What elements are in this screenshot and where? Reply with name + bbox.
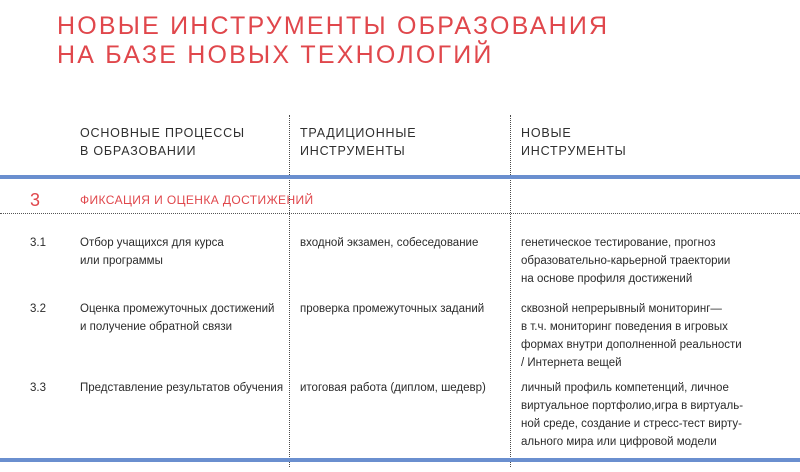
column-header-line: В ОБРАЗОВАНИИ bbox=[80, 144, 197, 158]
process-line: или программы bbox=[80, 255, 163, 267]
column-header-line: ОСНОВНЫЕ ПРОЦЕССЫ bbox=[80, 126, 245, 140]
process-line: и получение обратной связи bbox=[80, 321, 233, 333]
section-title: ФИКСАЦИЯ И ОЦЕНКА ДОСТИЖЕНИЙ bbox=[80, 193, 314, 207]
process-line: Отбор учащихся для курса bbox=[80, 237, 224, 249]
row-traditional bbox=[300, 234, 478, 252]
process-line: Оценка промежуточных достижений bbox=[80, 303, 275, 315]
new-line: образовательно-карьерной траектории bbox=[521, 255, 731, 267]
row-new bbox=[521, 379, 743, 451]
column-header-line: ИНСТРУМЕНТЫ bbox=[300, 144, 406, 158]
row-new bbox=[521, 234, 730, 288]
traditional-line: проверка промежуточных заданий bbox=[300, 303, 485, 315]
new-line: генетическое тестирование, прогноз bbox=[521, 237, 716, 249]
column-header-traditional bbox=[300, 124, 416, 160]
traditional-line: итоговая работа (диплом, шедевр) bbox=[300, 382, 486, 394]
page-title-line-2: НА БАЗЕ НОВЫХ ТЕХНОЛОГИЙ bbox=[57, 41, 494, 69]
page-title bbox=[57, 12, 609, 70]
column-divider bbox=[289, 115, 290, 467]
row-number: 3.2 bbox=[30, 303, 46, 315]
section-number: 3 bbox=[30, 190, 41, 210]
new-line: ной среде, создание и стресс-тест вирту- bbox=[521, 418, 742, 430]
traditional-line: входной экзамен, собеседование bbox=[300, 237, 479, 249]
section-separator bbox=[0, 213, 800, 214]
column-header-processes bbox=[80, 124, 245, 160]
row-number: 3.3 bbox=[30, 382, 46, 394]
column-header-new bbox=[521, 124, 627, 160]
new-line: / Интернета вещей bbox=[521, 357, 622, 369]
row-number: 3.1 bbox=[30, 237, 46, 249]
new-line: формах внутри дополненной реальности bbox=[521, 339, 742, 351]
new-line: сквозной непрерывный мониторинг— bbox=[521, 303, 722, 315]
column-header-line: ИНСТРУМЕНТЫ bbox=[521, 144, 627, 158]
row-process bbox=[80, 234, 224, 270]
new-line: виртуальное портфолио,игра в виртуаль- bbox=[521, 400, 744, 412]
row-process bbox=[80, 379, 283, 397]
page-title-line-1: НОВЫЕ ИНСТРУМЕНТЫ ОБРАЗОВАНИЯ bbox=[57, 12, 610, 40]
column-divider bbox=[510, 115, 511, 467]
new-line: личный профиль компетенций, личное bbox=[521, 382, 729, 394]
new-line: на основе профиля достижений bbox=[521, 273, 693, 285]
new-line: в т.ч. мониторинг поведения в игровых bbox=[521, 321, 728, 333]
footer-rule bbox=[0, 458, 800, 462]
process-line: Представление результатов обучения bbox=[80, 382, 284, 394]
row-process bbox=[80, 300, 274, 336]
header-rule bbox=[0, 175, 800, 179]
row-traditional bbox=[300, 300, 484, 318]
new-line: ального мира или цифровой модели bbox=[521, 436, 717, 448]
row-new bbox=[521, 300, 742, 372]
column-header-line: НОВЫЕ bbox=[521, 126, 572, 140]
column-header-line: ТРАДИЦИОННЫЕ bbox=[300, 126, 417, 140]
row-traditional bbox=[300, 379, 486, 397]
